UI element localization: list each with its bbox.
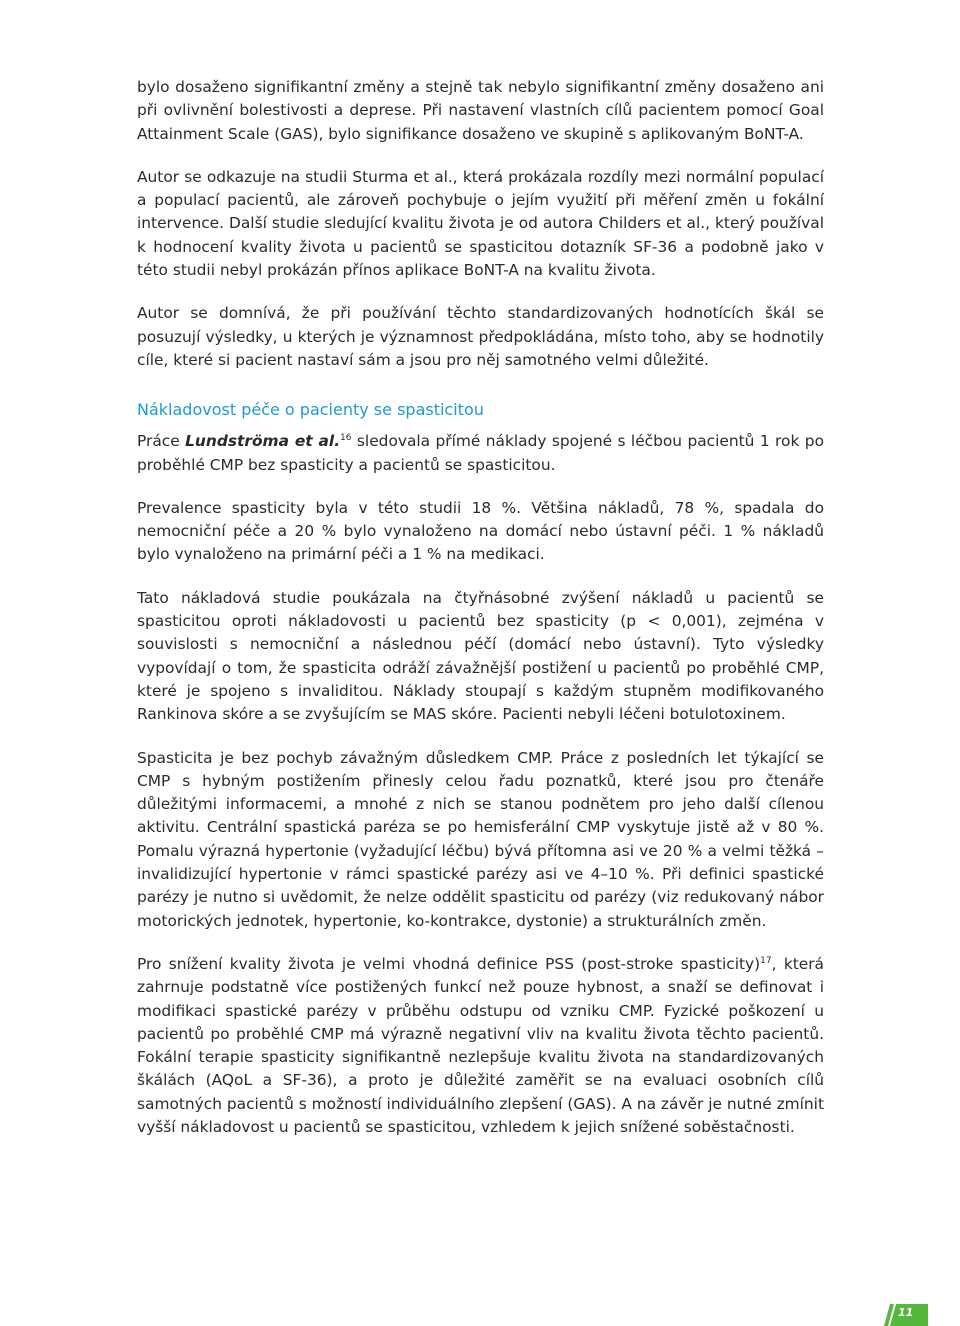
- reference-17: 17: [760, 955, 772, 966]
- paragraph-6: Tato nákladová studie poukázala na čtyřnásobné zvýšení nákladů u pacientů se spasticitou oproti nákladovosti u pacientů bez spasticity (p < 0,001), zejména v souvislosti s nemocniční a následnou péčí (domácí nebo ústavní). Tyto výsledky vypovídají o tom, že spasticita odráží závažnější postižení u pacientů po proběhlé CMP, které je spojeno s invaliditou. Náklady stoupají s každým stupněm modifikovaného Rankinova skóre a se zvyšujícím se MAS skóre. Pacienti nebyli léčeni botulotoxinem.: [137, 588, 824, 724]
- paragraph-7: Spasticita je bez pochyb závažným důsledkem CMP. Práce z posledních let týkající se CMP s hybným postižením přinesly celou řadu poznatků, které jsou pro čtenáře důležitými informacemi, a mnohé z nich se stanou podnětem pro jeho další cílenou aktivitu. Centrální spastická paréza se po hemisferální CMP vyskytuje jistě až v 80 %. Pomalu výrazná hypertonie (vyžadující léčbu) bývá přítomna asi ve 20 % a velmi těžká – invalidizující hypertonie v rámci spastické parézy asi ve 4–10 %. Při definici spastické parézy je nutno si uvědomit, že nelze oddělit spasticitu od parézy (viz redukovaný nábor motorických jednotek, hypertonie, ko-kontrakce, dystonie) a strukturálních změn.: [137, 748, 824, 930]
- paragraph-2: Autor se odkazuje na studii Sturma et al., která prokázala rozdíly mezi normální populací a populací pacientů, ale zároveň pochybuje o jejím využití při měření změn u fokální intervence. Další studie sledující kvalitu života je od autora Childers et al., který používal k hodnocení kvality života u pacientů se spasticitou dotazník SF-36 a podobně jako v této studii nebyl prokázán přínos aplikace BoNT-A na kvalitu života.: [137, 167, 824, 280]
- paragraph-4: [137, 430, 824, 477]
- paragraph-8-end: , která zahrnuje podstatně více postižených funkcí než pouze hybnost, a snaží se definovat i modifikaci spastické parézy v průběhu odstupu od vzniku CMP. Fyzické poškození u pacientů po proběhlé CMP má výrazně negativní vliv na kvalitu života těchto pacientů. Fokální terapie spasticity signifikantně nezlepšuje kvalitu života na standardizovaných škálách (AQoL a SF-36), a proto je důležité zaměřit se na evaluaci osobních cílů samotných pacientů s možností individuálního zlepšení (GAS). A na závěr je nutné zmínit vyšší nákladovost u pacientů se spasticitou, vzhledem k jejich snížené soběstačnosti.: [137, 954, 824, 1136]
- paragraph-8: [137, 953, 824, 1139]
- reference-16: 16: [340, 433, 352, 444]
- paragraph-4-end: sledovala přímé náklady spojené s léčbou pacientů 1 rok po proběhlé CMP bez spasticity a pacientů se spasticitou.: [137, 432, 824, 474]
- paragraph-8-start: Pro snížení kvality života je velmi vhodná definice PSS (post-stroke spasticity): [137, 954, 761, 973]
- section-heading: Nákladovost péče o pacienty se spasticitou: [137, 400, 484, 420]
- author-name: Lundströma et al.: [185, 432, 341, 451]
- paragraph-3: Autor se domnívá, že při používání těchto standardizovaných hodnotících škál se posuzují výsledky, u kterých je významnost předpokládána, místo toho, aby se hodnotily cíle, které si pacient nastaví sám a jsou pro něj samotného velmi důležité.: [137, 304, 824, 369]
- paragraph-1: bylo dosaženo signifikantní změny a stejně tak nebylo signifikantní změny dosaženo ani při ovlivnění bolestivosti a deprese. Při nastavení vlastních cílů pacientem pomocí Goal Attainment Scale (GAS), bylo signifikance dosaženo ve skupině s aplikovaným BoNT-A.: [137, 78, 824, 143]
- main-text-column: [137, 76, 824, 1159]
- paragraph-4-start: Práce: [137, 432, 186, 451]
- page-number: 11: [898, 1306, 914, 1319]
- paragraph-5: Prevalence spasticity byla v této studii 18 %. Většina nákladů, 78 %, spadala do nemocniční péče a 20 % bylo vynaloženo na domácí nebo ústavní péči. 1 % nákladů bylo vynaloženo na primární péči a 1 % na medikaci.: [137, 498, 824, 564]
